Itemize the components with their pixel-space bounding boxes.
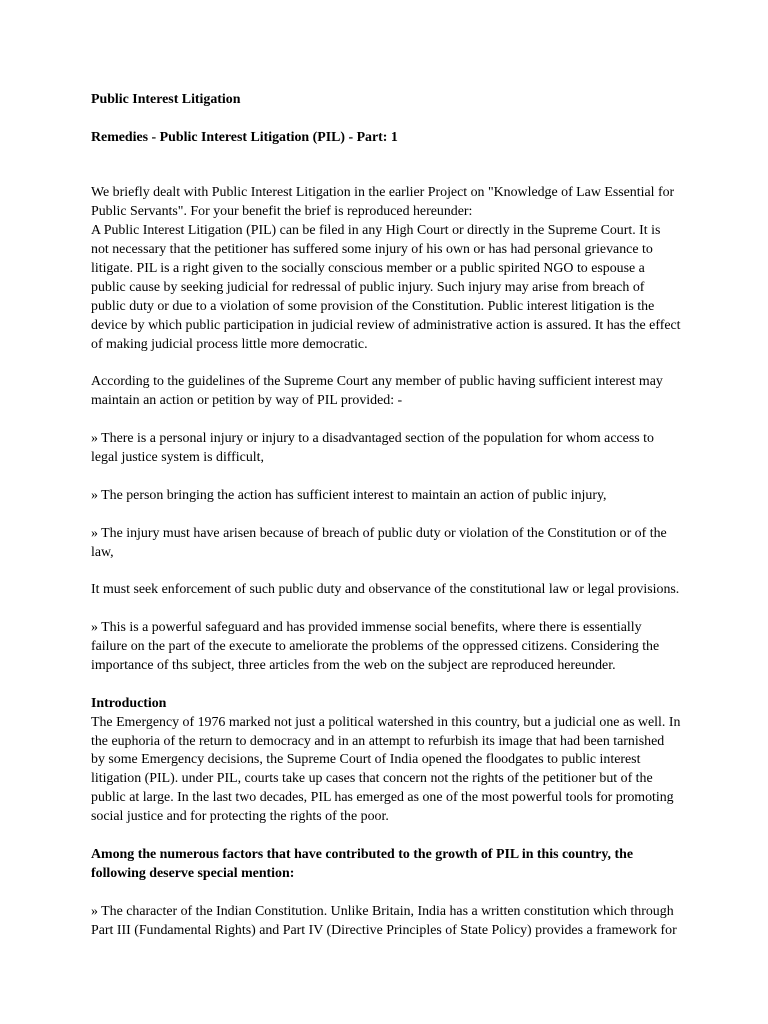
document-subtitle: Remedies - Public Interest Litigation (PIL) - Part: 1 — [91, 129, 398, 145]
paragraph-pil-definition: A Public Interest Litigation (PIL) can be filed in any High Court or directly in the Supreme Court. It is not necessary that the petitioner has suffered some injury of his own or has had personal grievance to litigate. PIL is a right given to the socially conscious member or a public spirited NGO to espouse a public cause by seeking judicial for redressal of public injury. Such injury may arise from breach of public duty or due to a violation of some provision of the Constitution. Public interest litigation is the device by which public participation in judicial review of administrative action is assured. It has the effect of making judicial process little more democratic. — [91, 223, 681, 352]
paragraph-guidelines: According to the guidelines of the Supreme Court any member of public having sufficient interest may maintain an action or petition by way of PIL provided: - — [91, 374, 663, 409]
document-title: Public Interest Litigation — [91, 92, 241, 107]
heading-growth-factors: Among the numerous factors that have contributed to the growth of PIL in this country, the following deserve special mention: — [91, 847, 633, 881]
heading-introduction: Introduction — [91, 695, 167, 711]
paragraph-enforcement: It must seek enforcement of such public duty and observance of the constitutional law or legal provisions. — [91, 582, 680, 598]
paragraph-emergency: The Emergency of 1976 marked not just a political watershed in this country, but a judicial one as well. In the euphoria of the return to democracy and in an attempt to refurbish its image that had been tarnished by some Emergency decisions, the Supreme Court of India opened the floodgates to public interest litigation (PIL). under PIL, courts take up cases that concern not the rights of the petitioner but of the public at large. In the last two decades, PIL has emerged as one of the most powerful tools for promoting social justice and for protecting the rights of the poor. — [91, 714, 681, 825]
bullet-personal-injury: » There is a personal injury or injury to a disadvantaged section of the population for whom access to legal justice system is difficult, — [91, 431, 654, 466]
bullet-sufficient-interest: » The person bringing the action has sufficient interest to maintain an action of public injury, — [91, 487, 607, 503]
document-page — [91, 91, 681, 941]
bullet-indian-constitution: » The character of the Indian Constitution. Unlike Britain, India has a written constitution which through Part III (Fundamental Rights) and Part IV (Directive Principles of State Policy) provides a framework for — [91, 903, 677, 938]
bullet-safeguard: » This is a powerful safeguard and has provided immense social benefits, where there is essentially failure on the part of the execute to ameliorate the problems of the oppressed citizens. Considering the importance of ths subject, three articles from the web on the subject are reproduced hereunder. — [91, 620, 660, 673]
bullet-breach-of-duty: » The injury must have arisen because of breach of public duty or violation of the Constitution or of the law, — [91, 525, 667, 560]
paragraph-intro: We briefly dealt with Public Interest Litigation in the earlier Project on "Knowledge of Law Essential for Public Servants". For your benefit the brief is reproduced hereunder: — [91, 185, 675, 220]
